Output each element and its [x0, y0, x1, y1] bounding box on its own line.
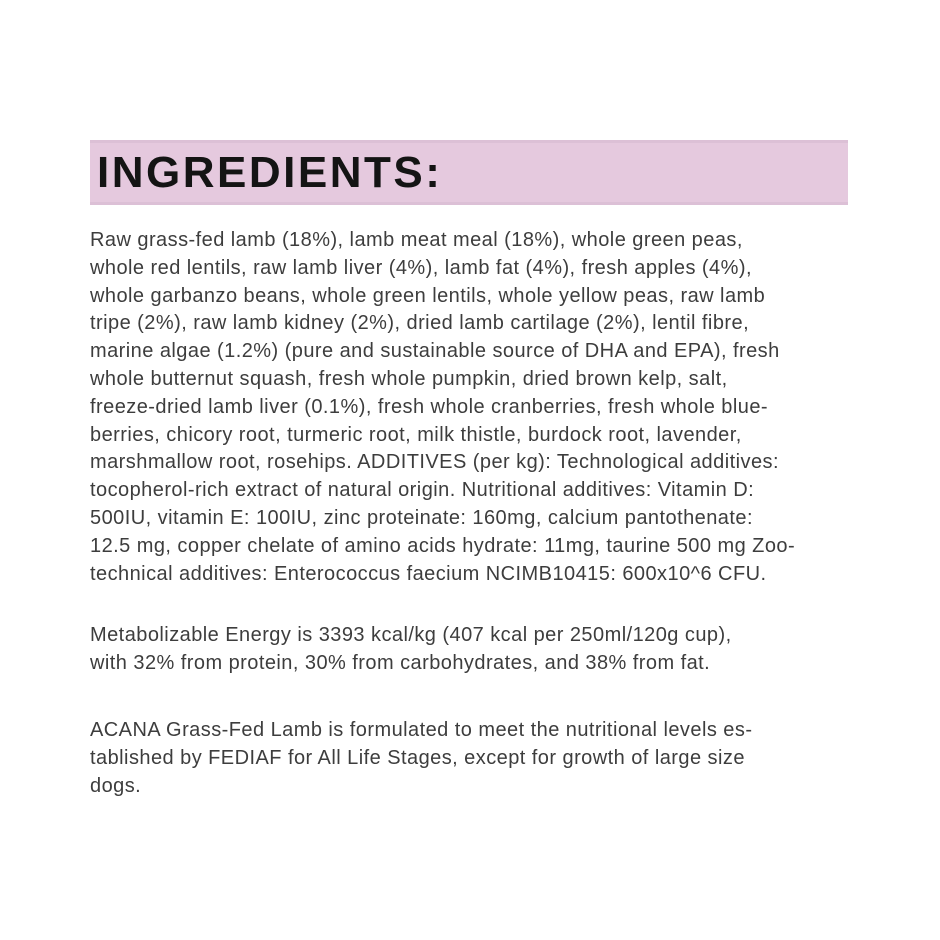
ingredients-line: 500IU, vitamin E: 100IU, zinc proteinate: 160mg, calcium pantothenate:	[90, 506, 753, 529]
energy-line: Metabolizable Energy is 3393 kcal/kg (407 kcal per 250ml/120g cup),	[90, 624, 732, 647]
ingredients-line: whole garbanzo beans, whole green lentils, whole yellow peas, raw lamb	[90, 284, 766, 307]
ingredients-body	[90, 227, 890, 800]
metabolizable-energy-paragraph	[90, 622, 890, 678]
ingredients-line: whole red lentils, raw lamb liver (4%), lamb fat (4%), fresh apples (4%),	[90, 256, 752, 279]
ingredients-line: 12.5 mg, copper chelate of amino acids hydrate: 11mg, taurine 500 mg Zoo-	[90, 534, 796, 557]
formulation-paragraph	[90, 717, 890, 800]
ingredients-title: INGREDIENTS:	[97, 147, 443, 197]
formulation-line: dogs.	[90, 774, 142, 797]
ingredients-line: Raw grass-fed lamb (18%), lamb meat meal (18%), whole green peas,	[90, 229, 743, 251]
ingredients-line: marshmallow root, rosehips. ADDITIVES (per kg): Technological additives:	[90, 451, 779, 474]
ingredients-line: tocopherol-rich extract of natural origin. Nutritional additives: Vitamin D:	[90, 479, 755, 502]
ingredients-line: marine algae (1.2%) (pure and sustainable source of DHA and EPA), fresh	[90, 340, 780, 363]
ingredients-line: whole butternut squash, fresh whole pumpkin, dried brown kelp, salt,	[90, 367, 728, 390]
formulation-line: tablished by FEDIAF for All Life Stages, except for growth of large size	[90, 746, 745, 769]
ingredients-line: tripe (2%), raw lamb kidney (2%), dried lamb cartilage (2%), lentil fibre,	[90, 312, 750, 335]
ingredients-line: technical additives: Enterococcus faecium NCIMB10415: 600x10^6 CFU.	[90, 562, 767, 585]
ingredients-paragraph	[90, 227, 890, 588]
formulation-line: ACANA Grass-Fed Lamb is formulated to meet the nutritional levels es-	[90, 718, 753, 741]
energy-line: with 32% from protein, 30% from carbohydrates, and 38% from fat.	[90, 652, 711, 675]
ingredients-line: freeze-dried lamb liver (0.1%), fresh whole cranberries, fresh whole blue-	[90, 395, 769, 418]
ingredients-header-bar	[90, 140, 848, 205]
ingredients-line: berries, chicory root, turmeric root, milk thistle, burdock root, lavender,	[90, 423, 742, 446]
